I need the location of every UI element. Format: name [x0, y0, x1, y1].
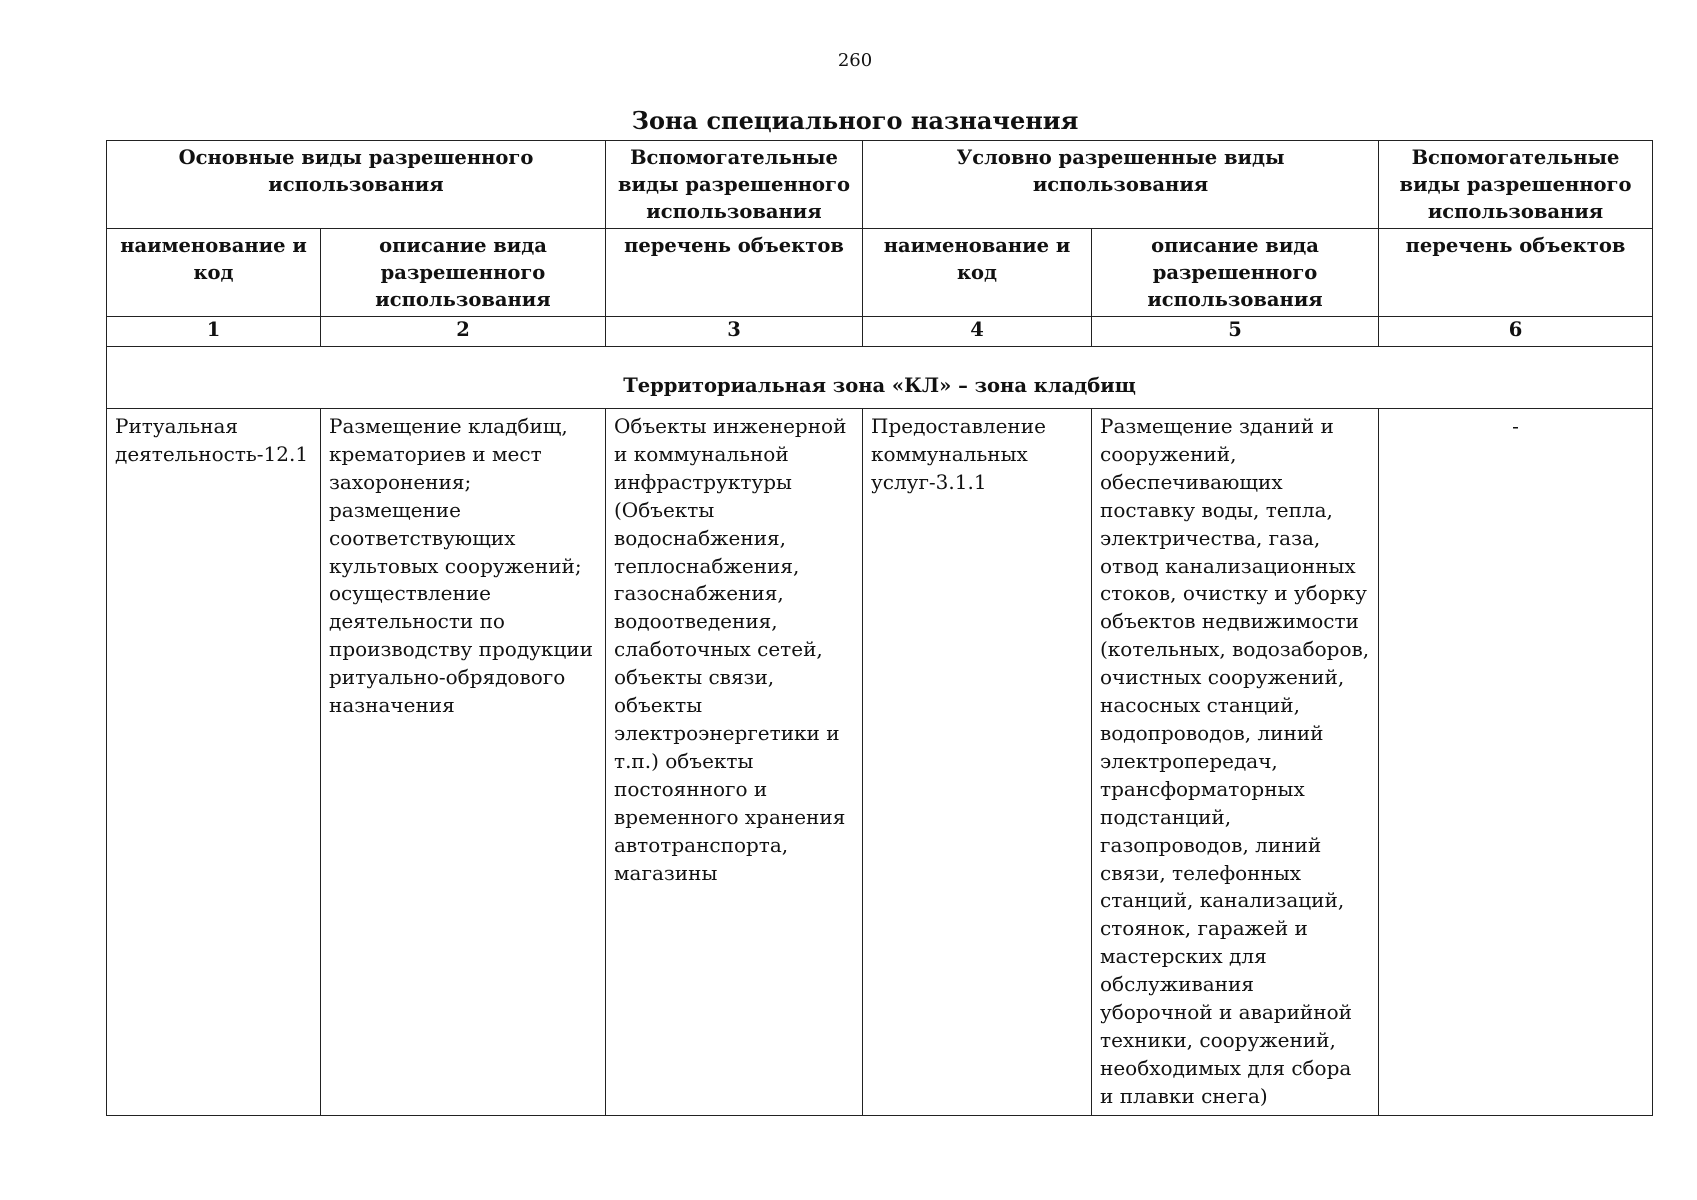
header-row-columns	[107, 229, 1653, 317]
column-number: 6	[1379, 317, 1653, 347]
column-number: 3	[606, 317, 863, 347]
column-number: 2	[321, 317, 606, 347]
column-number-row	[107, 317, 1653, 347]
header-conditional-group: Условно разрешенные виды использования	[863, 141, 1379, 229]
column-number: 4	[863, 317, 1092, 347]
zone-heading-row	[107, 347, 1653, 409]
header-row-groups	[107, 141, 1653, 229]
page-number: 260	[837, 50, 873, 71]
header-aux-group-1: Вспомогательные виды разрешенного использования	[606, 141, 863, 229]
header-name-code-1: наименование и код	[107, 229, 321, 317]
header-name-code-2: наименование и код	[863, 229, 1092, 317]
main-description-cell: Размещение кладбищ, крематориев и мест захоронения; размещение соответствующих культовых сооружений; осуществление деятельности по производству продукции ритуально-обрядового назначения	[321, 409, 606, 1116]
page-title: Зона специального назначения	[631, 106, 1079, 135]
column-number: 1	[107, 317, 321, 347]
cond-aux-objects-cell: -	[1379, 409, 1653, 1116]
header-description-1: описание вида разрешенного использования	[321, 229, 606, 317]
zone-table	[106, 140, 1653, 1116]
header-aux-group-2: Вспомогательные виды разрешенного использования	[1379, 141, 1653, 229]
zone-heading: Территориальная зона «КЛ» – зона кладбищ	[107, 347, 1653, 409]
column-number: 5	[1092, 317, 1379, 347]
header-objects-1: перечень объектов	[606, 229, 863, 317]
cond-name-code-cell: Предоставление коммунальных услуг-3.1.1	[863, 409, 1092, 1116]
header-objects-2: перечень объектов	[1379, 229, 1653, 317]
table-row	[107, 409, 1653, 1116]
aux-objects-cell: Объекты инженерной и коммунальной инфраструктуры (Объекты водоснабжения, теплоснабжения, газоснабжения, водоотведения, слаботочных сетей, объекты связи, объекты электроэнергетики и т.п.) объекты постоянного и временного хранения автотранспорта, магазины	[606, 409, 863, 1116]
header-main-group: Основные виды разрешенного использования	[107, 141, 606, 229]
main-name-code-cell: Ритуальная деятельность-12.1	[107, 409, 321, 1116]
cond-description-cell: Размещение зданий и сооружений, обеспечивающих поставку воды, тепла, электричества, газа, отвод канализационных стоков, очистку и уборку объектов недвижимости (котельных, водозаборов, очистных сооружений, насосных станций, водопроводов, линий электропередач, трансформаторных подстанций, газопроводов, линий связи, телефонных станций, канализаций, стоянок, гаражей и мастерских для обслуживания уборочной и аварийной техники, сооружений, необходимых для сбора и плавки снега)	[1092, 409, 1379, 1116]
header-description-2: описание вида разрешенного использования	[1092, 229, 1379, 317]
